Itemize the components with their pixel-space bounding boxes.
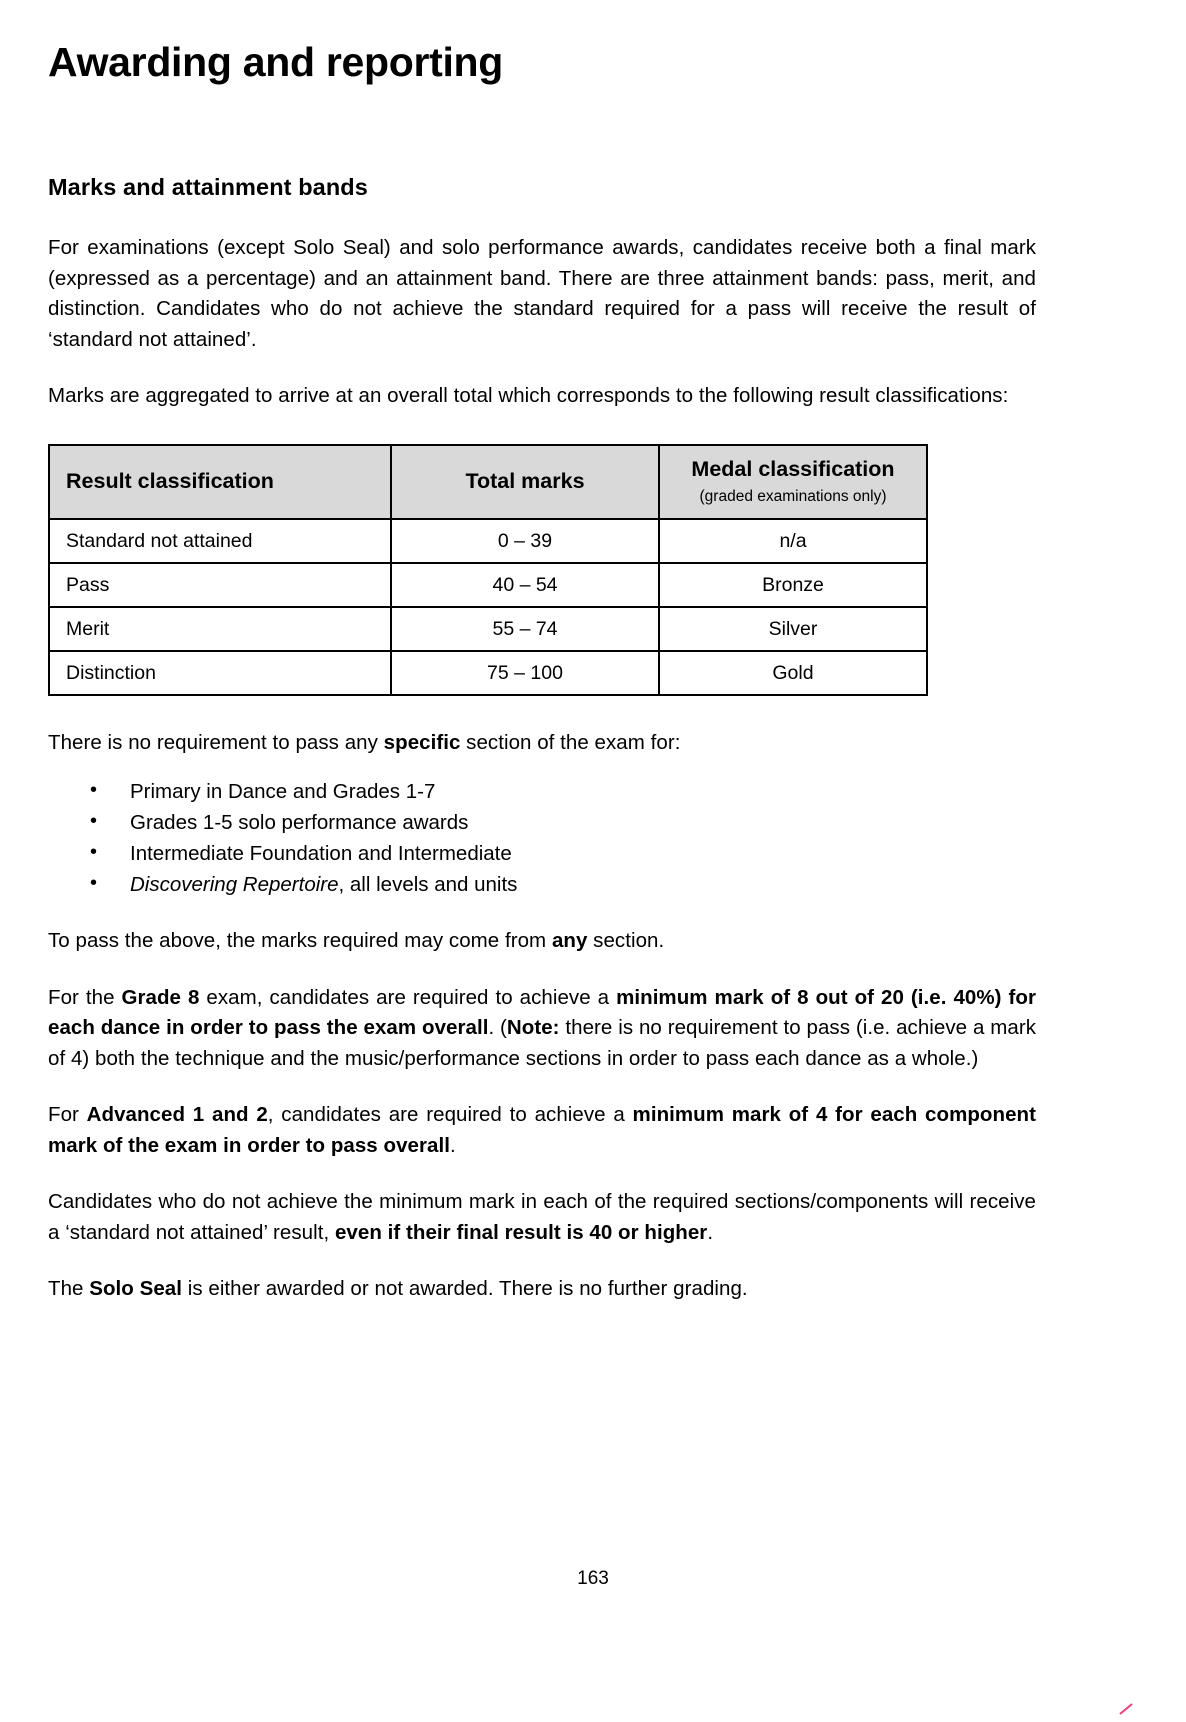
exemption-bullet-list — [48, 776, 1036, 900]
table-header-total-marks — [391, 445, 659, 519]
text-fragment: section. — [587, 929, 665, 953]
cell-medal: Silver — [659, 607, 927, 651]
text-fragment: section of the exam for: — [460, 730, 681, 754]
text-emphasis-minimum-component: minimum mark of 4 for each component mark of the exam in order to pass overall — [48, 1103, 1036, 1157]
text-emphasis-solo-seal: Solo Seal — [89, 1277, 182, 1301]
table-body — [49, 519, 927, 695]
cell-medal: n/a — [659, 519, 927, 563]
table-header-medal-classification-sublabel: (graded examinations only) — [699, 487, 887, 505]
table-header-result-classification-label: Result classification — [66, 468, 274, 493]
text-emphasis-grade-8: Grade 8 — [121, 985, 200, 1009]
table-row — [49, 519, 927, 563]
cell-classification: Standard not attained — [49, 519, 391, 563]
text-emphasis-final-result: even if their final result is 40 or higher — [334, 1220, 708, 1244]
text-fragment: , candidates are required to achieve a — [267, 1103, 633, 1127]
page-number: 163 — [577, 1568, 609, 1589]
table-row — [49, 651, 927, 695]
table-header — [49, 445, 927, 519]
text-fragment: . — [449, 1133, 456, 1157]
list-item-label: Primary in Dance and Grades 1-7 — [130, 780, 436, 804]
paragraph-minimum-mark — [48, 1187, 1036, 1248]
text-fragment: . — [707, 1220, 714, 1244]
table-header-row — [49, 445, 927, 519]
text-fragment: The — [48, 1277, 90, 1301]
table-header-medal-classification-label: Medal classification — [691, 457, 895, 482]
text-emphasis-any: any — [551, 929, 588, 953]
page-title: Awarding and reporting — [48, 39, 504, 85]
result-classification-table — [48, 444, 928, 696]
list-item — [90, 807, 1036, 838]
table-header-total-marks-label: Total marks — [465, 468, 585, 493]
list-item-title-italic: Discovering Repertoire — [130, 873, 339, 897]
table-row — [49, 563, 927, 607]
text-emphasis-minimum-mark: minimum mark of 8 out of 20 (i.e. 40%) for each dance in order to pass the exam overall — [48, 985, 1036, 1040]
text-fragment: For the — [48, 985, 122, 1009]
list-item — [90, 838, 1036, 869]
text-fragment: There is no requirement to pass any — [48, 730, 384, 754]
table-header-medal-classification — [659, 445, 927, 519]
cell-classification: Distinction — [49, 651, 391, 695]
section-heading: Marks and attainment bands — [48, 174, 368, 201]
text-fragment: is either awarded or not awarded. There is no further grading. — [181, 1277, 748, 1301]
paragraph-solo-seal — [48, 1274, 1036, 1305]
text-fragment: . ( — [488, 1016, 507, 1040]
text-fragment: Candidates who do not achieve the minimum mark in each of the required sections/components will receive a ‘standard not attained’ result, — [48, 1190, 1036, 1244]
paragraph-intro-2: Marks are aggregated to arrive at an overall total which corresponds to the following result classifications: — [48, 384, 1009, 408]
text-emphasis-note: Note: — [506, 1016, 560, 1040]
table-header-result-classification — [49, 445, 391, 519]
cell-marks: 75 – 100 — [391, 651, 659, 695]
list-item-label: Intermediate Foundation and Intermediate — [130, 842, 512, 866]
list-item-label: Grades 1-5 solo performance awards — [130, 811, 469, 835]
text-fragment: there is no requirement to pass (i.e. achieve a mark of 4) both the technique and the music/performance sections in order to pass each dance as a whole.) — [48, 1016, 1036, 1070]
list-item — [90, 869, 1036, 900]
cell-classification: Pass — [49, 563, 391, 607]
cell-classification: Merit — [49, 607, 391, 651]
text-fragment: For — [48, 1103, 87, 1127]
cell-medal: Bronze — [659, 563, 927, 607]
list-item-label: , all levels and units — [338, 873, 518, 897]
text-fragment: To pass the above, the marks required may come from — [48, 929, 552, 953]
corner-mark-icon — [1118, 1702, 1144, 1716]
cell-marks: 55 – 74 — [391, 607, 659, 651]
paragraph-grade-8 — [48, 983, 1036, 1075]
text-fragment: exam, candidates are required to achieve a — [199, 985, 617, 1009]
paragraph-advanced — [48, 1100, 1036, 1161]
paragraph-to-pass — [48, 926, 1036, 957]
paragraph-no-requirement — [48, 728, 1036, 759]
cell-marks: 40 – 54 — [391, 563, 659, 607]
cell-medal: Gold — [659, 651, 927, 695]
table-row — [49, 607, 927, 651]
text-emphasis-advanced: Advanced 1 and 2 — [86, 1103, 268, 1127]
list-item — [90, 776, 1036, 807]
text-emphasis-specific: specific — [383, 730, 461, 754]
paragraph-intro-1: For examinations (except Solo Seal) and solo performance awards, candidates receive both a final mark (expressed as a percentage) and an attainment band. There are three attainment bands: pass, merit, and distinction. Candidates who do not achieve the standard required for a pass will receive the result of ‘standard not attained’. — [48, 236, 1036, 351]
cell-marks: 0 – 39 — [391, 519, 659, 563]
